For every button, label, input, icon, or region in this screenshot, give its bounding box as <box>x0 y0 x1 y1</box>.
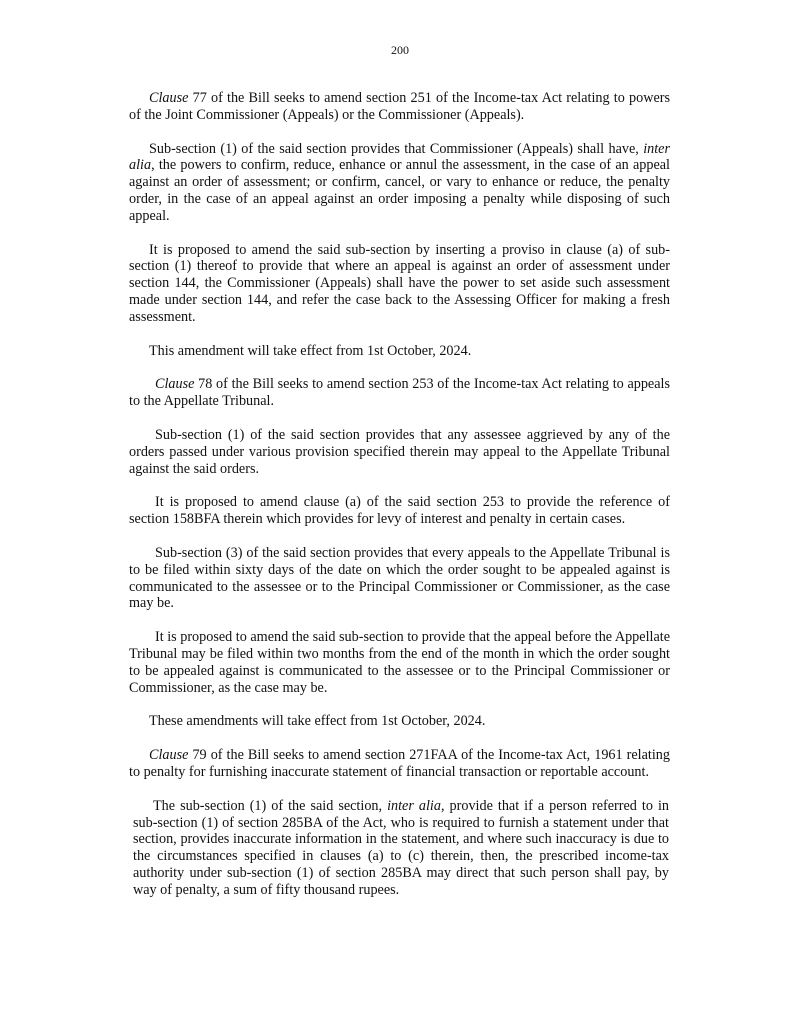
paragraph-text: Sub-section (1) of the said section provides that Commissioner (Appeals) shall have, <box>149 140 644 157</box>
page-number: 200 <box>391 43 409 57</box>
paragraph-text: The sub-section (1) of the said section, <box>153 797 388 814</box>
paragraph-subsection-1-penalty <box>133 798 669 899</box>
paragraph-text: 79 of the Bill seeks to amend section 271FAA of the Income-tax Act, 1961 relating to penalty for furnishing inaccurate statement of financial transaction or reportable account. <box>129 747 670 780</box>
paragraph-proposal-158bfa <box>129 494 670 528</box>
paragraph-text: These amendments will take effect from 1st October, 2024. <box>149 713 486 730</box>
paragraph-clause-78 <box>129 376 670 410</box>
paragraph-text: It is proposed to amend the said sub-section by inserting a proviso in clause (a) of sub-section (1) thereof to provide that where an appeal is against an order of assessment under section 144, the Commissioner (Appeals) shall have the power to set aside such assessment made under section 144, and refer the case back to the Assessing Officer for making a fresh assessment. <box>129 241 670 325</box>
paragraph-text: Sub-section (3) of the said section provides that every appeals to the Appellate Tribunal is to be filed within sixty days of the date on which the order sought to be appealed against is communicated to the assessee or to the Principal Commissioner or Commissioner, as the case may be. <box>129 544 670 612</box>
clause-label: Clause <box>155 376 195 393</box>
paragraph-text: This amendment will take effect from 1st October, 2024. <box>149 342 472 359</box>
clause-label: Clause <box>149 90 189 106</box>
paragraph-effective-date <box>129 343 670 360</box>
paragraph-subsection-3 <box>129 545 670 612</box>
italic-term: inter alia <box>387 797 441 814</box>
paragraph-subsection-1-appeal <box>129 427 670 477</box>
paragraph-clause-79 <box>129 747 670 781</box>
paragraph-text: 78 of the Bill seeks to amend section 253 of the Income-tax Act relating to appeals to the Appellate Tribunal. <box>129 376 670 410</box>
paragraph-proposal-proviso <box>129 242 670 326</box>
paragraph-subsection-1-powers <box>129 141 670 225</box>
paragraph-text: , provide that if a person referred to in sub-section (1) of section 285BA of the Act, who is required to furnish a statement under that section, provides inaccurate information in the statement, and where such inaccuracy is due to the circumstances specified in clauses (a) to (c) therein, then, the prescribed income-tax authority under sub-section (1) of section 285BA may direct that such person shall pay, by way of penalty, a sum of fifty thousand rupees. <box>133 797 669 898</box>
paragraph-text: It is proposed to amend clause (a) of the said section 253 to provide the reference of section 158BFA therein which provides for levy of interest and penalty in certain cases. <box>129 494 670 528</box>
clause-label: Clause <box>149 747 189 764</box>
paragraph-text: 77 of the Bill seeks to amend section 251 of the Income-tax Act relating to powers of the Joint Commissioner (Appeals) or the Commissioner (Appeals). <box>129 90 670 123</box>
paragraph-amendments-effective <box>129 713 670 730</box>
paragraph-text: , the powers to confirm, reduce, enhance or annul the assessment, in the case of an appeal against an order of assessment; or confirm, cancel, or vary to enhance or reduce, the penalty order, in the case of an appeal against an order imposing a penalty while disposing of such appeal. <box>129 157 670 224</box>
paragraph-clause-77 <box>129 90 670 124</box>
paragraph-proposal-two-months <box>129 629 670 696</box>
document-body <box>129 90 670 915</box>
italic-term: inter alia <box>129 140 670 174</box>
paragraph-text: It is proposed to amend the said sub-section to provide that the appeal before the Appellate Tribunal may be filed within two months from the end of the month in which the order sought to be appealed against is communicated to the assessee or to the Principal Commissioner or Commissioner, as the case may be. <box>129 629 670 696</box>
paragraph-text: Sub-section (1) of the said section provides that any assessee aggrieved by any of the orders passed under various provision specified therein may appeal to the Appellate Tribunal against the said orders. <box>129 426 670 477</box>
